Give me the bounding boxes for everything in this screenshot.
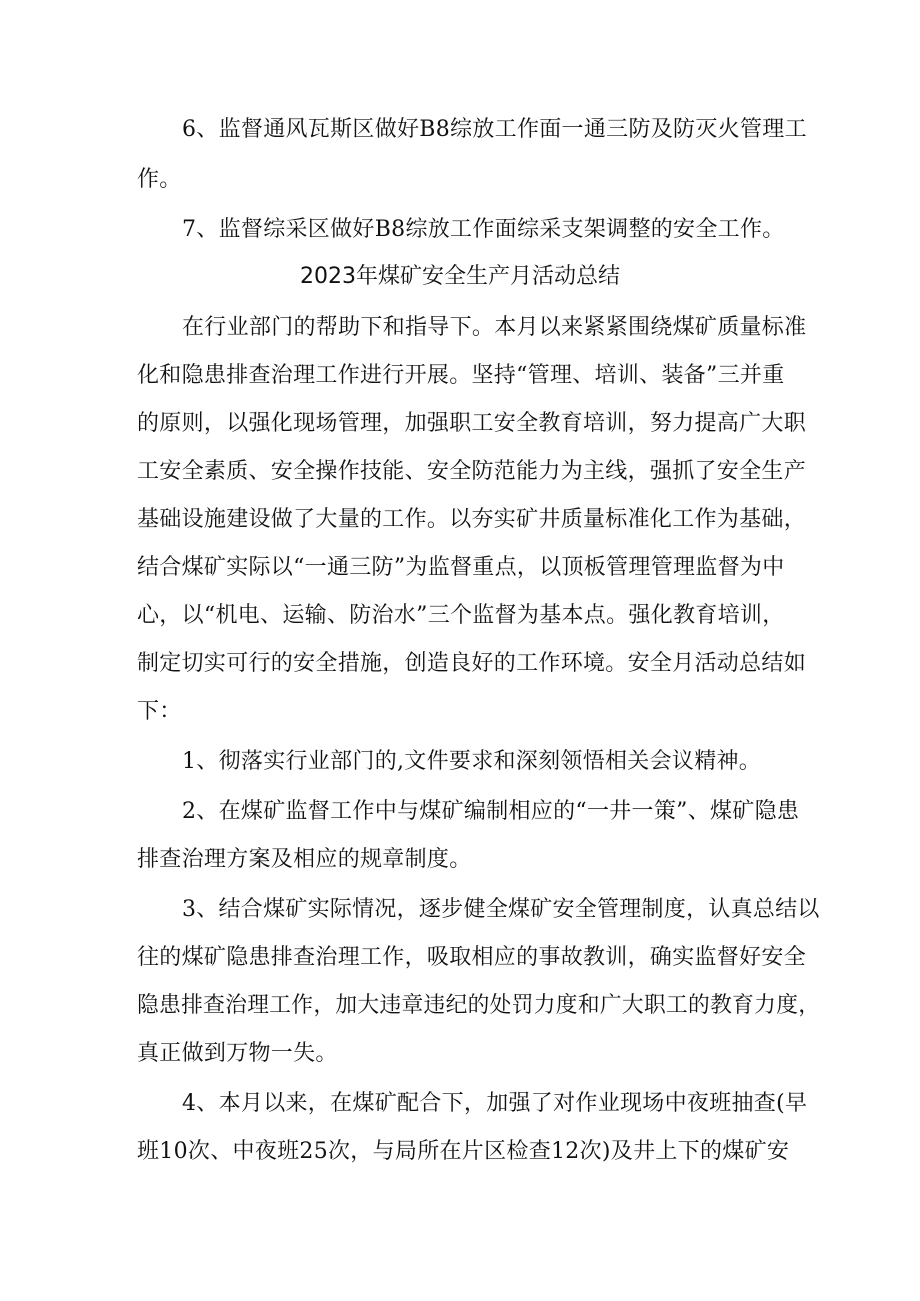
point-3-line-3: 隐患排查治理工作，加大违章违纪的处罚力度和广大职工的教育力度， [137, 993, 821, 1018]
intro-line-5: 基础设施建设做了大量的工作。以夯实矿井质量标准化工作为基础， [137, 507, 807, 532]
intro-line-6: 结合煤矿实际以“一通三防”为监督重点，以顶板管理管理监督为中 [137, 555, 785, 580]
intro-line-9: 下： [137, 699, 182, 724]
point-2-line-1: 2、在煤矿监督工作中与煤矿编制相应的“一井一策”、煤矿隐患 [182, 799, 800, 824]
item-6-line-1: 6、监督通风瓦斯区做好B8综放工作面一通三防及防灭火管理工 [182, 117, 807, 142]
intro-line-8: 制定切实可行的安全措施，创造良好的工作环境。安全月活动总结如 [137, 651, 807, 676]
intro-line-2: 化和隐患排查治理工作进行开展。坚持“管理、培训、装备”三并重 [137, 363, 785, 388]
intro-line-3: 的原则，以强化现场管理，加强职工安全教育培训，努力提高广大职 [137, 411, 807, 436]
intro-line-4: 工安全素质、安全操作技能、安全防范能力为主线，强抓了安全生产 [137, 459, 807, 484]
intro-line-7: 心，以“机电、运输、防治水”三个监督为基本点。强化教育培训， [137, 603, 785, 628]
intro-line-1: 在行业部门的帮助下和指导下。本月以来紧紧围绕煤矿质量标准 [182, 315, 807, 340]
document-title: 2023年煤矿安全生产月活动总结 [300, 264, 620, 289]
point-3-line-1: 3、结合煤矿实际情况，逐步健全煤矿安全管理制度，认真总结以 [182, 897, 820, 922]
point-4-line-2: 班10次、中夜班25次，与局所在片区检查12次)及井上下的煤矿安 [137, 1139, 790, 1164]
point-1-line-1: 1、彻落实行业部门的,文件要求和深刻领悟相关会议精神。 [182, 749, 762, 774]
point-3-line-2: 往的煤矿隐患排查治理工作，吸取相应的事故教训，确实监督好安全 [137, 945, 807, 970]
item-7-line-1: 7、监督综采区做好B8综放工作面综采支架调整的安全工作。 [182, 217, 785, 242]
point-3-line-4: 真正做到万物一失。 [137, 1041, 338, 1066]
item-6-line-2: 作。 [137, 167, 182, 192]
point-4-line-1: 4、本月以来，在煤矿配合下，加强了对作业现场中夜班抽查(早 [182, 1091, 808, 1116]
point-2-line-2: 排查治理方案及相应的规章制度。 [137, 847, 472, 872]
